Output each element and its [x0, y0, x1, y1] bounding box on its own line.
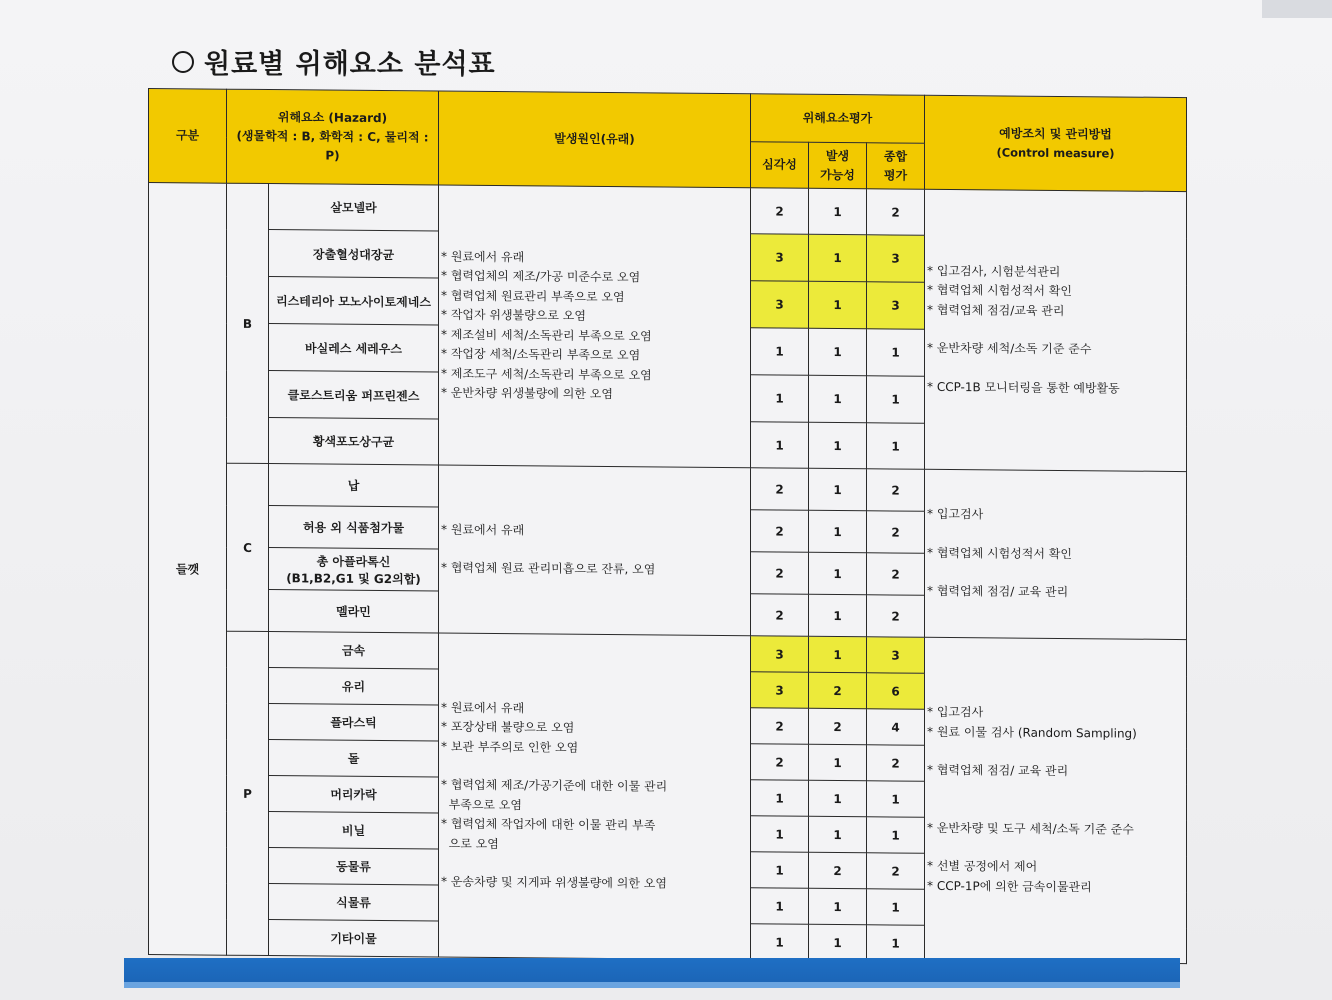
prevention-item: * 입고검사 — [927, 704, 984, 720]
cause-item: * 원료에서 유래 — [441, 522, 525, 537]
score-overall: 2 — [867, 853, 925, 890]
cause-item: * 협력업체의 제조/가공 미준수로 오염 — [441, 268, 641, 285]
score-likelihood: 1 — [809, 188, 867, 235]
score-likelihood: 1 — [809, 375, 867, 423]
prevention-item: * 협력업체 시험성적서 확인 — [927, 283, 1072, 299]
prevention-item: * 운반차량 세척/소독 기준 준수 — [927, 341, 1092, 357]
hazard-name-text: 식물류 — [336, 895, 371, 910]
hazard-name — [269, 324, 439, 372]
header-overall-line2: 평가 — [883, 167, 908, 183]
score-severity: 2 — [751, 188, 809, 235]
score-severity: 1 — [751, 888, 809, 925]
header-overall-line1: 종합 — [883, 148, 908, 164]
score-severity: 3 — [751, 281, 809, 329]
prevention-item: * 입고검사 — [927, 507, 984, 522]
prevention-item: * CCP-1P에 의한 금속이물관리 — [927, 878, 1092, 894]
score-severity: 2 — [751, 594, 809, 637]
hazard-analysis-table — [148, 88, 1187, 964]
hazard-group-code: C — [227, 463, 269, 631]
score-overall: 2 — [867, 745, 925, 782]
hazard-name-text: 비닐 — [341, 823, 366, 838]
score-severity: 2 — [751, 552, 809, 595]
bottom-bar-stripe — [124, 982, 1180, 988]
cause-item: 으로 오염 — [441, 836, 499, 851]
prevention-item — [927, 525, 1186, 546]
prevention-item: * 선별 공정에서 제어 — [927, 858, 1038, 874]
score-severity: 3 — [751, 636, 809, 673]
prevention-item: * 운반차량 및 도구 세척/소독 기준 준수 — [927, 820, 1134, 837]
cause-item: * 원료에서 유래 — [441, 249, 525, 264]
score-severity: 2 — [751, 510, 809, 553]
score-severity: 3 — [751, 234, 809, 282]
hazard-name — [269, 371, 439, 419]
hazard-group-code: P — [227, 631, 269, 955]
score-likelihood: 1 — [809, 636, 867, 673]
prevention-cell — [925, 189, 1187, 471]
hazard-name-text: 황색포도상구균 — [312, 434, 395, 450]
hazard-name-text: 총 아플라톡신 — [316, 553, 391, 569]
hazard-name-text: 금속 — [341, 643, 366, 658]
prevention-item — [927, 320, 1186, 341]
score-overall: 3 — [867, 637, 925, 674]
hazard-name — [269, 184, 439, 231]
score-overall: 1 — [867, 817, 925, 854]
score-severity: 1 — [751, 780, 809, 817]
score-overall: 6 — [867, 673, 925, 710]
header-prevention-line1: 예방조치 및 관리방법 — [999, 125, 1112, 141]
score-likelihood: 2 — [809, 672, 867, 709]
header-likelihood-line2: 가능성 — [820, 167, 855, 182]
hazard-name-text: 동물류 — [336, 859, 371, 874]
score-overall: 1 — [867, 925, 925, 962]
hazard-name — [269, 506, 439, 549]
header-hazard-line1: 위해요소 (Hazard) — [277, 110, 388, 126]
page-title — [172, 42, 496, 81]
header-cause: 발생원인(유래) — [439, 91, 751, 188]
hazard-name-text: 돌 — [347, 751, 360, 766]
hazard-name — [269, 848, 439, 885]
cause-item: * 보관 부주의로 인한 오염 — [441, 739, 579, 755]
prevention-item: * 협력업체 점검/교육 관리 — [927, 302, 1065, 318]
hazard-name — [269, 277, 439, 325]
score-severity: 1 — [751, 375, 809, 423]
cause-item: * 협력업체 제조/가공기준에 대한 이물 관리 — [441, 777, 668, 794]
score-likelihood: 1 — [809, 552, 867, 595]
hazard-name-subtext: (B1,B2,G1 및 G2의합) — [286, 570, 421, 586]
prevention-item — [927, 838, 1186, 859]
page-title-text: 원료별 위해요소 분석표 — [204, 49, 496, 80]
hazard-name — [269, 776, 439, 813]
score-severity: 1 — [751, 328, 809, 376]
score-overall: 2 — [867, 511, 925, 554]
cause-item: * 운송차량 및 지게파 위생불량에 의한 오염 — [441, 874, 667, 891]
score-likelihood: 1 — [809, 744, 867, 781]
score-likelihood: 1 — [809, 328, 867, 376]
cause-item: * 협력업체 원료 관리미흡으로 잔류, 오염 — [441, 560, 656, 577]
cause-cell — [439, 465, 751, 636]
cause-item: * 운반차량 위생불량에 의한 오염 — [441, 385, 613, 402]
score-severity: 1 — [751, 816, 809, 853]
prevention-item: * 협력업체 점검/ 교육 관리 — [927, 584, 1069, 600]
cause-item: * 협력업체 원료관리 부족으로 오염 — [441, 288, 625, 304]
score-overall: 1 — [867, 423, 925, 470]
hazard-name-text: 리스테리아 모노사이토제네스 — [276, 293, 431, 309]
prevention-item: * 협력업체 시험성적서 확인 — [927, 545, 1072, 561]
hazard-name-text: 바실레스 세레우스 — [305, 340, 402, 356]
material-name: 들깻 — [149, 183, 227, 956]
cause-item: * 포장상태 불량으로 오염 — [441, 719, 575, 735]
score-overall: 2 — [867, 469, 925, 512]
cause-item: * 원료에서 유래 — [441, 700, 525, 715]
prevention-cell — [925, 637, 1187, 963]
score-likelihood: 1 — [809, 468, 867, 511]
hazard-name — [269, 704, 439, 741]
hazard-name — [269, 548, 439, 591]
score-likelihood: 1 — [809, 780, 867, 817]
hazard-name-text: 납 — [347, 478, 360, 493]
prevention-item — [927, 780, 1186, 801]
header-severity: 심각성 — [751, 142, 809, 189]
prevention-cell — [925, 469, 1187, 639]
hazard-name — [269, 418, 439, 465]
hazard-name — [269, 632, 439, 669]
hazard-name-text: 장출혈성대장균 — [312, 246, 395, 262]
table-body — [149, 183, 1187, 964]
score-severity: 1 — [751, 924, 809, 961]
cause-item: * 제조설비 세척/소독관리 부족으로 오염 — [441, 327, 652, 343]
header-likelihood — [809, 142, 867, 189]
hazard-name — [269, 920, 439, 957]
hazard-name — [269, 884, 439, 921]
cause-item: * 협력업체 작업자에 대한 이물 관리 부족 — [441, 816, 656, 833]
hazard-name-text: 살모넬라 — [330, 200, 377, 215]
score-severity: 1 — [751, 852, 809, 889]
cause-item: 부족으로 오염 — [441, 797, 522, 812]
score-likelihood: 1 — [809, 816, 867, 853]
header-category: 구분 — [149, 89, 227, 184]
header-likelihood-line1: 발생 — [825, 148, 850, 163]
hazard-name — [269, 812, 439, 849]
score-likelihood: 1 — [809, 924, 867, 961]
score-likelihood: 1 — [809, 594, 867, 637]
circle-bullet-icon — [172, 51, 194, 73]
prevention-item: * CCP-1B 모니터링을 통한 예방활동 — [927, 379, 1120, 396]
score-overall: 1 — [867, 329, 925, 377]
hazard-name-text: 멜라민 — [336, 604, 371, 619]
page-corner — [1262, 0, 1332, 18]
cause-cell — [439, 185, 751, 468]
score-severity: 2 — [751, 468, 809, 511]
score-overall: 1 — [867, 781, 925, 818]
hazard-name-text: 허용 외 식품첨가물 — [302, 520, 405, 536]
score-severity: 3 — [751, 672, 809, 709]
hazard-name-text: 플라스틱 — [330, 715, 377, 730]
prevention-item: * 원료 이물 검사 (Random Sampling) — [927, 724, 1137, 741]
hazard-name-text: 기타이물 — [330, 931, 377, 946]
hazard-name-text: 머리카락 — [330, 787, 377, 802]
score-overall: 3 — [867, 282, 925, 330]
score-likelihood: 1 — [809, 422, 867, 469]
score-severity: 2 — [751, 744, 809, 781]
header-evaluation: 위해요소평가 — [751, 94, 925, 144]
header-prevention-line2: (Control measure) — [996, 144, 1115, 160]
prevention-item — [927, 799, 1186, 820]
score-overall: 2 — [867, 553, 925, 596]
hazard-name-text: 클로스트리움 퍼프린젠스 — [287, 387, 420, 403]
header-hazard — [227, 89, 439, 185]
hazard-name — [269, 740, 439, 777]
score-likelihood: 2 — [809, 708, 867, 745]
cause-item: * 제조도구 세척/소독관리 부족으로 오염 — [441, 366, 652, 382]
prevention-item — [927, 563, 1186, 584]
score-likelihood: 2 — [809, 852, 867, 889]
score-overall: 1 — [867, 376, 925, 424]
prevention-item: * 입고검사, 시험분석관리 — [927, 263, 1061, 279]
cause-item: * 작업자 위생불량으로 오염 — [441, 307, 586, 323]
header-hazard-line3: P) — [325, 148, 340, 163]
score-likelihood: 1 — [809, 234, 867, 282]
header-prevention — [925, 95, 1187, 191]
score-overall: 3 — [867, 235, 925, 283]
hazard-name — [269, 668, 439, 705]
hazard-name — [269, 590, 439, 633]
header-hazard-line2: (생물학적 : B, 화학적 : C, 물리적 : — [236, 128, 429, 145]
hazard-name — [269, 230, 439, 278]
score-overall: 2 — [867, 189, 925, 236]
score-likelihood: 1 — [809, 510, 867, 553]
score-severity: 2 — [751, 708, 809, 745]
prevention-item: * 협력업체 점검/ 교육 관리 — [927, 762, 1069, 779]
bottom-color-bar — [124, 958, 1180, 988]
score-overall: 4 — [867, 709, 925, 746]
score-overall: 2 — [867, 595, 925, 638]
score-overall: 1 — [867, 889, 925, 926]
hazard-name-text: 유리 — [341, 679, 366, 694]
cause-item: * 작업장 세척/소독관리 부족으로 오염 — [441, 346, 641, 363]
prevention-item — [927, 742, 1186, 763]
score-severity: 1 — [751, 422, 809, 469]
hazard-name — [269, 464, 439, 507]
score-likelihood: 1 — [809, 888, 867, 925]
score-likelihood: 1 — [809, 281, 867, 329]
hazard-group-code: B — [227, 183, 269, 463]
cause-cell — [439, 633, 751, 960]
header-overall — [867, 143, 925, 190]
prevention-item — [927, 359, 1186, 380]
